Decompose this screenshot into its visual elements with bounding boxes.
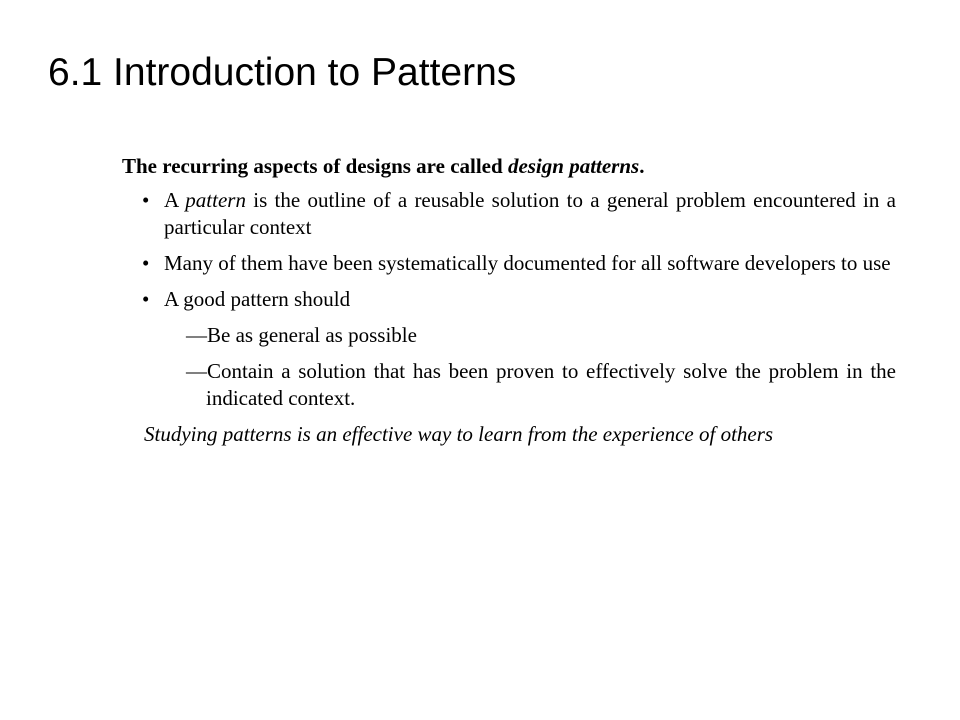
bullet-documented	[122, 250, 896, 277]
intro-term: design patterns	[507, 154, 640, 178]
bullet-text: Many of them have been systematically documented for all software developers to use	[164, 251, 891, 275]
intro-end: .	[639, 154, 645, 178]
bullet-term: pattern	[185, 188, 246, 212]
slide-title: 6.1 Introduction to Patterns	[48, 51, 517, 94]
sub-item-proven-solution	[122, 358, 896, 412]
intro-lead: The recurring aspects of designs are called	[122, 154, 508, 178]
bullet-pattern-definition	[122, 187, 896, 241]
dash-marker: —	[186, 323, 207, 347]
sub-item-text: Be as general as possible	[207, 323, 417, 347]
bullet-marker: •	[142, 188, 150, 212]
closing-statement: Studying patterns is an effective way to learn from the experience of others	[144, 422, 774, 446]
bullet-marker: •	[142, 251, 150, 275]
bullet-text-pre: A	[164, 188, 186, 212]
sub-item-general	[122, 322, 896, 349]
bullet-text: A good pattern should	[164, 287, 351, 311]
bullet-marker: •	[142, 287, 150, 311]
bullet-good-pattern	[122, 286, 896, 313]
bullet-text-post: is the outline of a reusable solution to a general problem encountered in a particular context	[164, 188, 896, 239]
sub-item-text: Contain a solution that has been proven to effectively solve the problem in the indicated context.	[206, 359, 896, 410]
slide-body	[122, 153, 896, 448]
intro-statement	[122, 153, 896, 180]
dash-marker: —	[186, 359, 207, 383]
